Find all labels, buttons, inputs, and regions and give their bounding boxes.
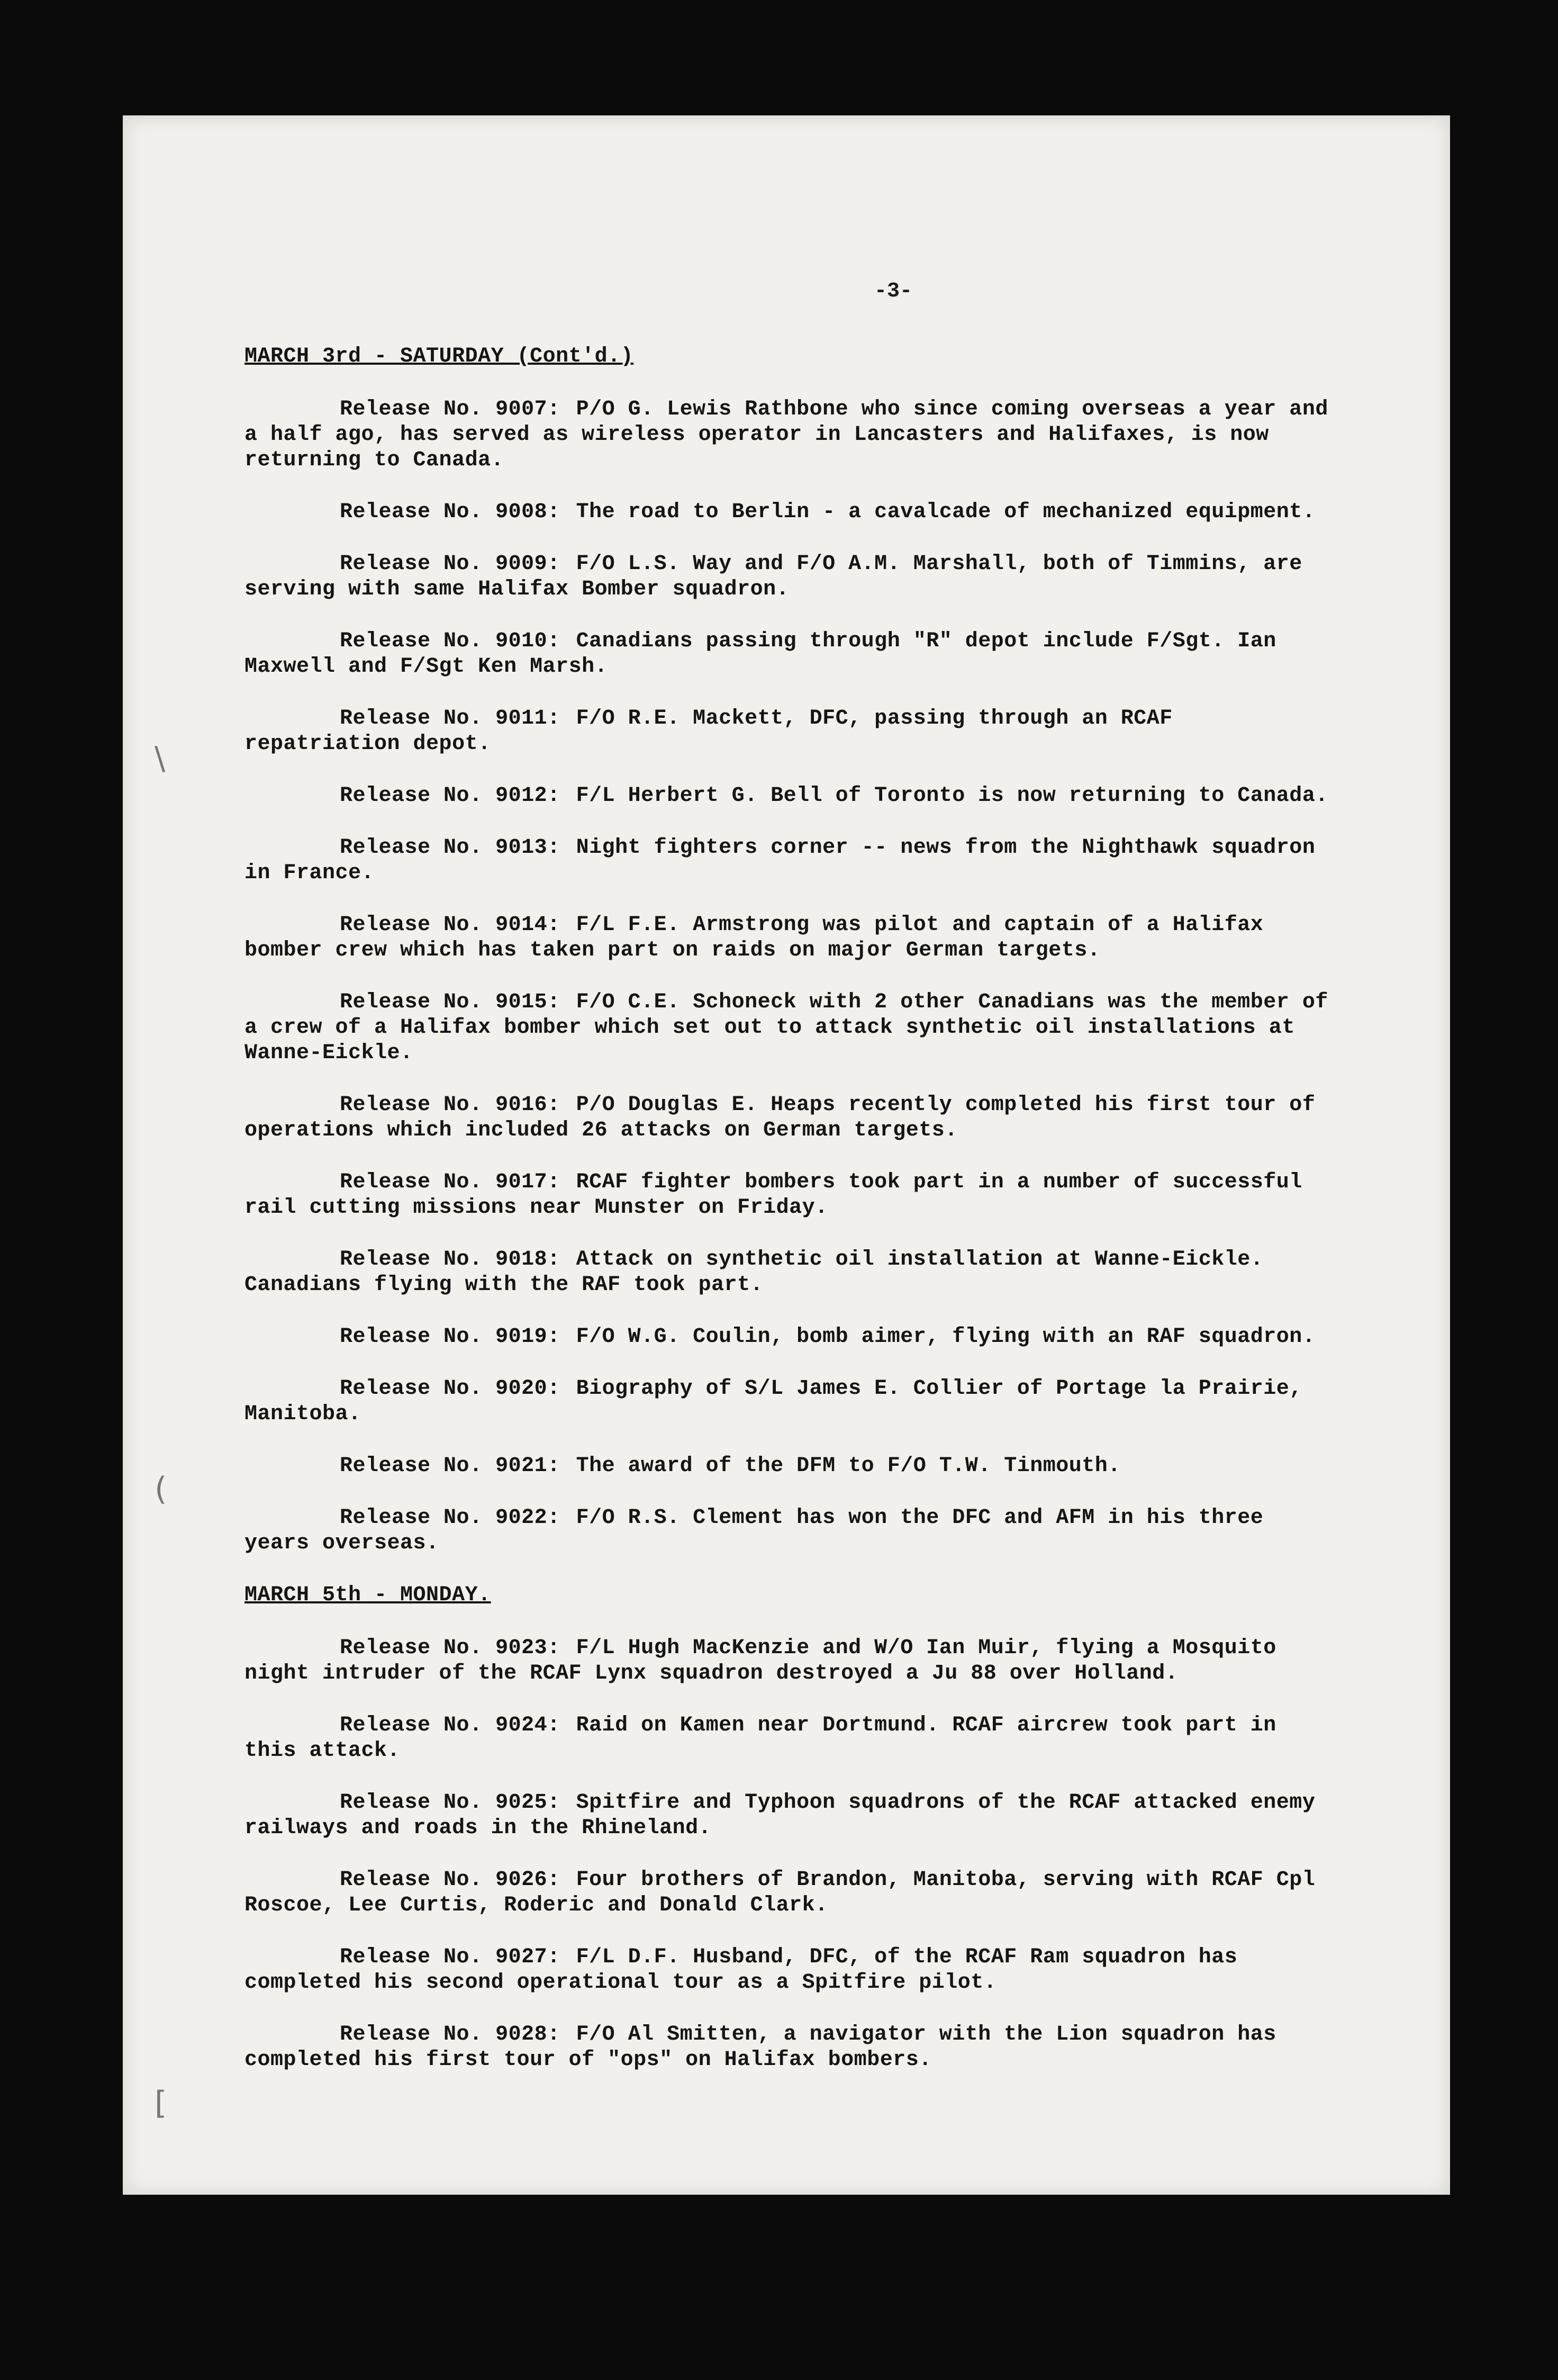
release-entry [244, 1790, 1340, 1841]
release-entry [244, 500, 1340, 525]
release-entry [244, 629, 1340, 680]
release-label: Release No. [340, 913, 483, 937]
release-entry [244, 913, 1340, 963]
release-text: F/O R.S. Clement has won the DFC and AFM in his three years overseas. [244, 1506, 1264, 1555]
release-label: Release No. [340, 1377, 483, 1401]
release-entry [244, 1945, 1340, 1996]
release-label: Release No. [340, 1636, 483, 1660]
release-entry [244, 706, 1340, 757]
release-text: RCAF fighter bombers took part in a number of successful rail cutting missions near Munster on Friday. [244, 1170, 1302, 1220]
release-label: Release No. [340, 1248, 483, 1272]
release-label: Release No. [340, 398, 483, 421]
release-text: The road to Berlin - a cavalcade of mechanized equipment. [576, 500, 1316, 524]
release-label: Release No. [340, 990, 483, 1014]
release-label: Release No. [340, 784, 483, 808]
release-label: Release No. [340, 707, 483, 731]
release-number: 9024: [495, 1714, 560, 1737]
release-number: 9017: [495, 1170, 560, 1194]
release-label: Release No. [340, 552, 483, 576]
release-text: F/L Hugh MacKenzie and W/O Ian Muir, flying a Mosquito night intruder of the RCAF Lynx squadron destroyed a Ju 88 over Holland. [244, 1636, 1276, 1685]
release-number: 9020: [495, 1377, 560, 1401]
release-entry [244, 1093, 1340, 1143]
release-entry [244, 1247, 1340, 1298]
release-text: P/O G. Lewis Rathbone who since coming overseas a year and a half ago, has served as wireless operator in Lancasters and Halifaxes, is now returning to Canada. [244, 398, 1328, 472]
document-body [244, 344, 1340, 2099]
release-label: Release No. [340, 500, 483, 524]
release-entry [244, 2022, 1340, 2073]
release-entry [244, 1454, 1340, 1479]
release-text: Biography of S/L James E. Collier of Portage la Prairie, Manitoba. [244, 1377, 1302, 1426]
release-label: Release No. [340, 2023, 483, 2047]
scan-mark-icon: ( [155, 1471, 167, 1508]
release-text: F/L D.F. Husband, DFC, of the RCAF Ram squadron has completed his second operational tour as a Spitfire pilot. [244, 1945, 1238, 1995]
page-number: -3- [874, 280, 913, 303]
release-label: Release No. [340, 1714, 483, 1737]
scan-mark-icon: [ [155, 2085, 167, 2122]
release-label: Release No. [340, 836, 483, 860]
release-entry [244, 552, 1340, 602]
release-label: Release No. [340, 1170, 483, 1194]
release-text: F/L Herbert G. Bell of Toronto is now returning to Canada. [576, 784, 1328, 808]
release-label: Release No. [340, 629, 483, 653]
release-text: F/O R.E. Mackett, DFC, passing through an RCAF repatriation depot. [244, 707, 1173, 756]
scan-mark-icon: \ [155, 740, 166, 777]
release-number: 9007: [495, 398, 560, 421]
release-number: 9012: [495, 784, 560, 808]
release-text: F/O L.S. Way and F/O A.M. Marshall, both of Timmins, are serving with same Halifax Bomber squadron. [244, 552, 1302, 601]
release-number: 9018: [495, 1248, 560, 1272]
release-text: F/O Al Smitten, a navigator with the Lion squadron has completed his first tour of "ops" on Halifax bombers. [244, 2023, 1276, 2072]
release-number: 9014: [495, 913, 560, 937]
release-text: Four brothers of Brandon, Manitoba, serving with RCAF Cpl Roscoe, Lee Curtis, Roderic and Donald Clark. [244, 1868, 1316, 1917]
release-text: F/O W.G. Coulin, bomb aimer, flying with an RAF squadron. [576, 1325, 1316, 1349]
release-entry [244, 1636, 1340, 1687]
release-number: 9009: [495, 552, 560, 576]
release-entry [244, 1324, 1340, 1350]
release-entry [244, 990, 1340, 1066]
release-text: Raid on Kamen near Dortmund. RCAF aircrew took part in this attack. [244, 1714, 1276, 1763]
release-entry [244, 1505, 1340, 1556]
release-number: 9019: [495, 1325, 560, 1349]
release-number: 9023: [495, 1636, 560, 1660]
release-label: Release No. [340, 1506, 483, 1530]
release-number: 9027: [495, 1945, 560, 1969]
release-label: Release No. [340, 1791, 483, 1815]
release-number: 9010: [495, 629, 560, 653]
release-entry [244, 397, 1340, 473]
release-number: 9026: [495, 1868, 560, 1892]
release-entry [244, 1170, 1340, 1221]
release-number: 9025: [495, 1791, 560, 1815]
release-entry [244, 835, 1340, 886]
release-entry [244, 783, 1340, 809]
release-number: 9011: [495, 707, 560, 731]
document-page [123, 115, 1450, 2195]
section-heading: MARCH 3rd - SATURDAY (Cont'd.) [244, 345, 634, 368]
release-label: Release No. [340, 1325, 483, 1349]
release-label: Release No. [340, 1945, 483, 1969]
release-label: Release No. [340, 1454, 483, 1478]
release-number: 9013: [495, 836, 560, 860]
release-label: Release No. [340, 1093, 483, 1117]
release-text: Spitfire and Typhoon squadrons of the RCAF attacked enemy railways and roads in the Rhineland. [244, 1791, 1316, 1840]
release-entry [244, 1713, 1340, 1764]
release-number: 9021: [495, 1454, 560, 1478]
release-text: Canadians passing through "R" depot include F/Sgt. Ian Maxwell and F/Sgt Ken Marsh. [244, 629, 1276, 679]
release-entry [244, 1376, 1340, 1427]
release-number: 9015: [495, 990, 560, 1014]
release-text: P/O Douglas E. Heaps recently completed his first tour of operations which included 26 attacks on German targets. [244, 1093, 1316, 1142]
release-text: F/O C.E. Schoneck with 2 other Canadians was the member of a crew of a Halifax bomber which set out to attack synthetic oil installations at Wanne-Eickle. [244, 990, 1328, 1065]
release-entry [244, 1868, 1340, 1918]
release-number: 9008: [495, 500, 560, 524]
release-text: F/L F.E. Armstrong was pilot and captain of a Halifax bomber crew which has taken part on raids on major German targets. [244, 913, 1264, 962]
release-text: Attack on synthetic oil installation at Wanne-Eickle. Canadians flying with the RAF took part. [244, 1248, 1264, 1297]
release-number: 9028: [495, 2023, 560, 2047]
release-text: The award of the DFM to F/O T.W. Tinmouth. [576, 1454, 1121, 1478]
section-heading: MARCH 5th - MONDAY. [244, 1583, 491, 1607]
release-label: Release No. [340, 1868, 483, 1892]
release-number: 9016: [495, 1093, 560, 1117]
release-number: 9022: [495, 1506, 560, 1530]
release-text: Night fighters corner -- news from the Nighthawk squadron in France. [244, 836, 1316, 885]
